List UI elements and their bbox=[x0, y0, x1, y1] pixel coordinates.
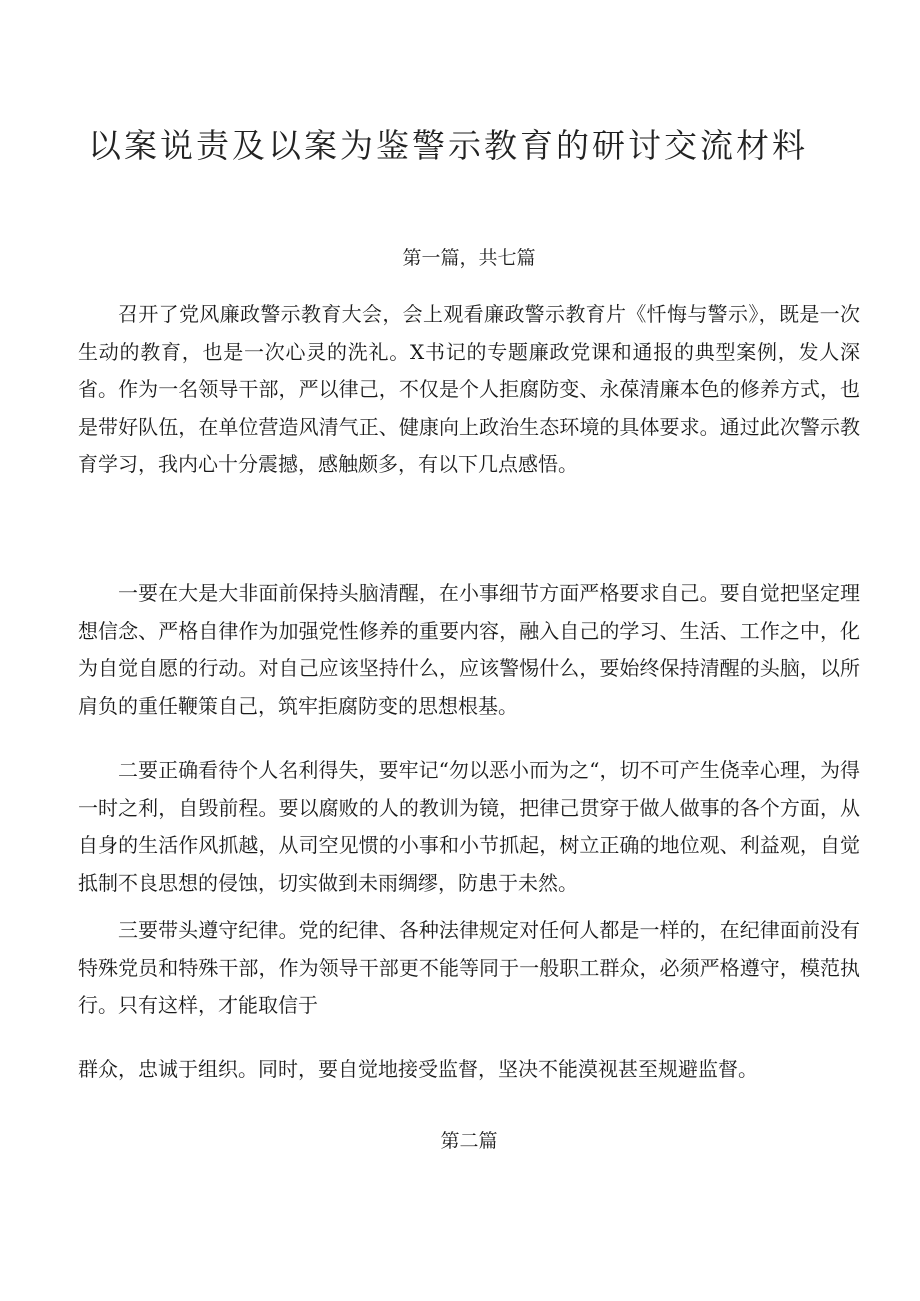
paragraph-intro: 召开了党风廉政警示教育大会，会上观看廉政警示教育片《忏悔与警示》，既是一次生动的教育，也是一次心灵的洗礼。X书记的专题廉政党课和通报的典型案例，发人深省。作为一名领导干部，严以律己，不仅是个人拒腐防变、永葆清廉本色的修养方式，也是带好队伍，在单位营造风清气正、健康向上政治生态环境的具体要求。通过此次警示教育学习，我内心十分震撼，感触颇多，有以下几点感悟。 bbox=[78, 302, 860, 476]
part-two-heading: 第二篇 bbox=[440, 1130, 498, 1152]
paragraph-point-one: 一要在大是大非面前保持头脑清醒，在小事细节方面严格要求自己。要自觉把坚定理想信念、严格自律作为加强党性修养的重要内容，融入自己的学习、生活、工作之中，化为自觉自愿的行动。对自己应该坚持什么，应该警惕什么，要始终保持清醒的头脑，以所肩负的重任鞭策自己，筑牢拒腐防变的思想根基。 bbox=[78, 581, 860, 718]
paragraph-continuation: 群众，忠诚于组织。同时，要自觉地接受监督，坚决不能漠视甚至规避监督。 bbox=[78, 1057, 758, 1081]
document-title: 以案说责及以案为鉴警示教育的研讨交流材料 bbox=[88, 126, 808, 165]
part-one-heading: 第一篇，共七篇 bbox=[402, 247, 536, 269]
paragraph-point-two: 二要正确看待个人名利得失，要牢记“勿以恶小而为之“，切不可产生侥幸心理，为得一时之利，自毁前程。要以腐败的人的教训为镜，把律己贯穿于做人做事的各个方面，从自身的生活作风抓越，从司空见惯的小事和小节抓起，树立正确的地位观、利益观，自觉抵制不良思想的侵蚀，切实做到未雨绸缪，防患于未然。 bbox=[78, 758, 860, 895]
paragraph-point-three: 三要带头遵守纪律。党的纪律、各种法律规定对任何人都是一样的，在纪律面前没有特殊党员和特殊干部，作为领导干部更不能等同于一般职工群众，必须严格遵守，模范执行。只有这样，才能取信于 bbox=[78, 918, 860, 1017]
